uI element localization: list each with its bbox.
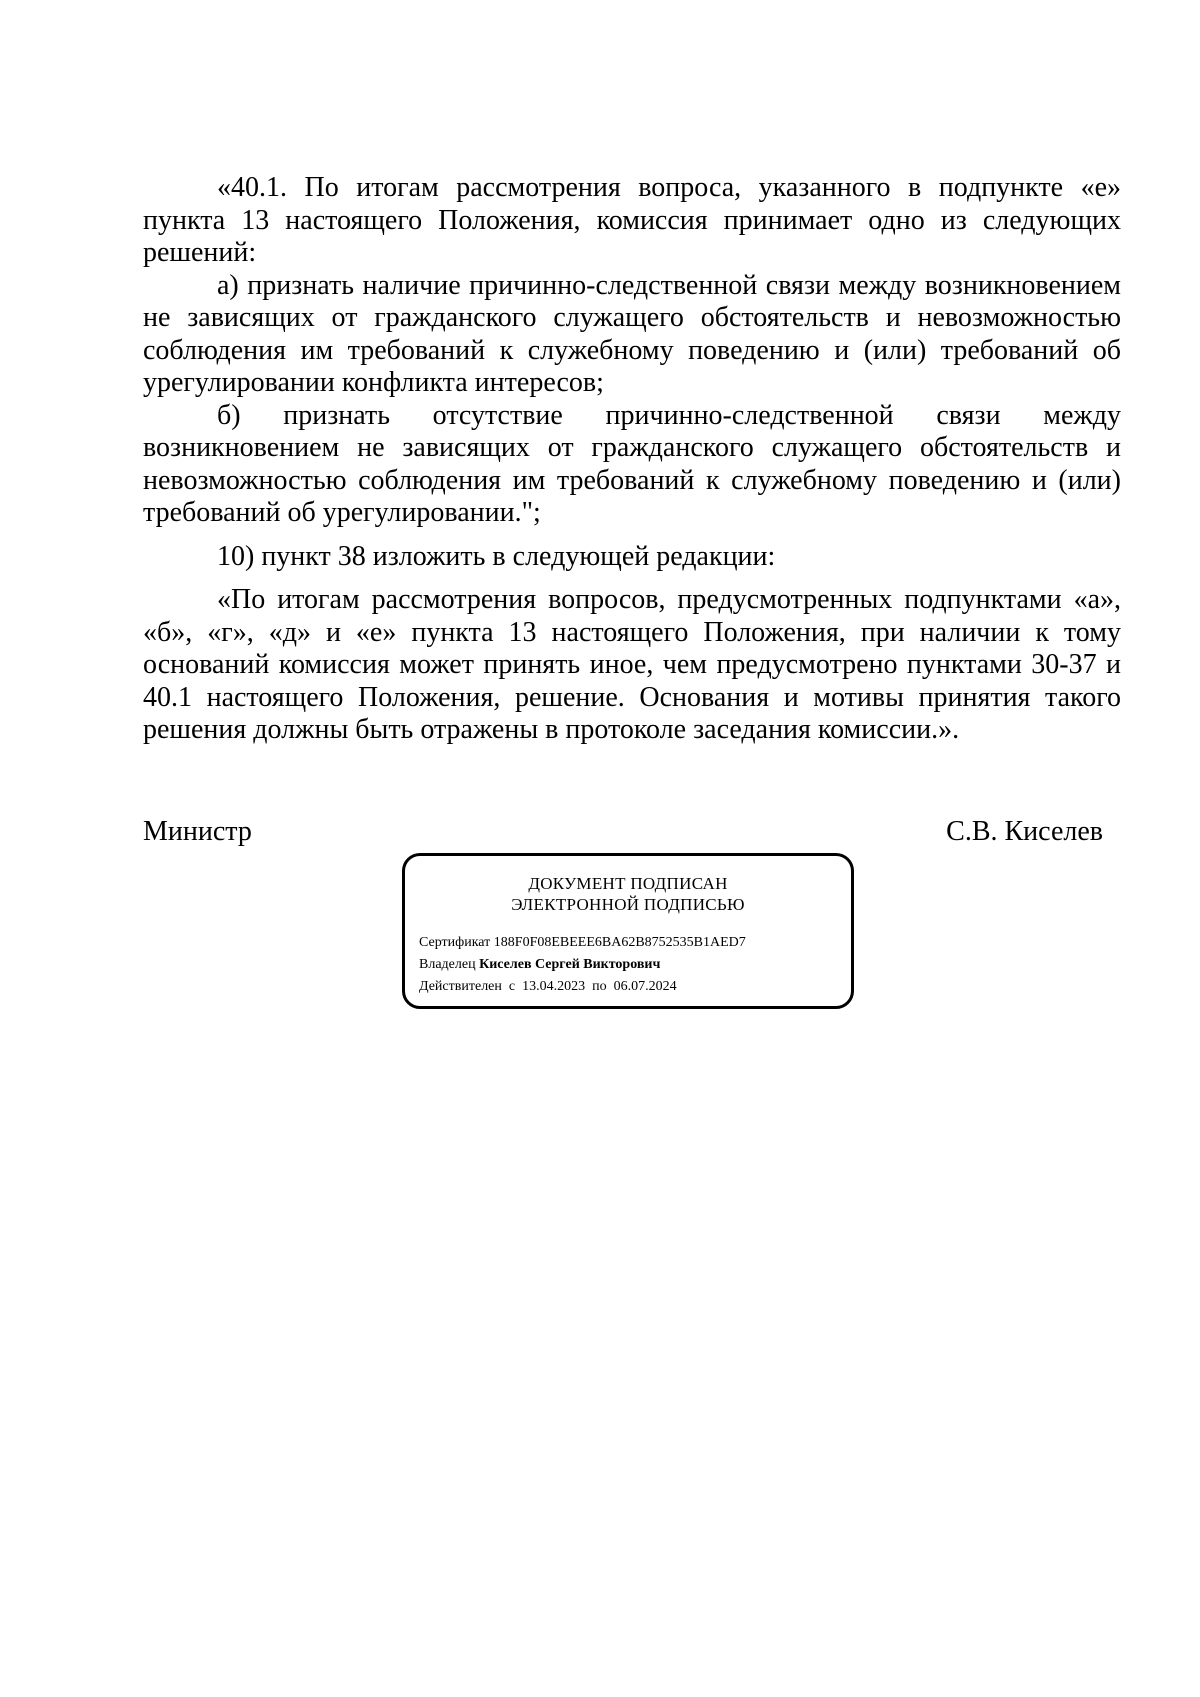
signatory-position: Министр xyxy=(143,816,252,847)
valid-from-date: 13.04.2023 xyxy=(522,979,586,994)
paragraph-40-1: «40.1. По итогам рассмотрения вопроса, указанного в подпункте «е» пункта 13 настоящего Положения, комиссия принимает одно из следующих решений: xyxy=(143,172,1121,268)
stamp-validity-line xyxy=(419,976,746,998)
valid-to-date: 06.07.2024 xyxy=(613,979,677,994)
electronic-signature-stamp xyxy=(402,853,854,1009)
certificate-value: 188F0F08EBEEE6BA62B8752535B1AED7 xyxy=(493,935,746,950)
stamp-details xyxy=(419,932,746,998)
valid-label: Действителен xyxy=(419,979,502,994)
owner-label: Владелец xyxy=(419,957,476,972)
owner-value: Киселев Сергей Викторович xyxy=(479,957,661,972)
valid-from-label: с xyxy=(508,979,516,994)
stamp-title-line2: ЭЛЕКТРОННОЙ ПОДПИСЬЮ xyxy=(511,895,745,914)
valid-to-label: по xyxy=(592,979,607,994)
document-body xyxy=(143,172,1121,747)
signatory-name: С.В. Киселев xyxy=(946,816,1103,847)
certificate-label: Сертификат xyxy=(419,935,491,950)
stamp-certificate-line xyxy=(419,932,746,954)
paragraph-item-b: б) признать отсутствие причинно-следственной связи между возникновением не зависящих от гражданского служащего обстоятельств и невозможностью соблюдения им требований к служебному поведению и (или) требований об урегулировании."; xyxy=(143,399,1121,528)
stamp-title-line1: ДОКУМЕНТ ПОДПИСАН xyxy=(528,874,728,893)
paragraph-point-10: 10) пункт 38 изложить в следующей редакции: xyxy=(217,540,776,572)
stamp-title xyxy=(405,873,851,915)
paragraph-item-a: а) признать наличие причинно-следственной связи между возникновением не зависящих от гражданского служащего обстоятельств и невозможностью соблюдения им требований к служебному поведению и (или) требований об урегулировании конфликта интересов; xyxy=(143,269,1121,398)
stamp-owner-line xyxy=(419,954,746,976)
paragraph-point-38-text: «По итогам рассмотрения вопросов, предусмотренных подпунктами «а», «б», «г», «д» и «е» пункта 13 настоящего Положения, при наличии к тому оснований комиссия может принять иное, чем предусмотрено пунктами 30-37 и 40.1 настоящего Положения, решение. Основания и мотивы принятия такого решения должны быть отражены в протоколе заседания комиссии.». xyxy=(143,584,1121,745)
